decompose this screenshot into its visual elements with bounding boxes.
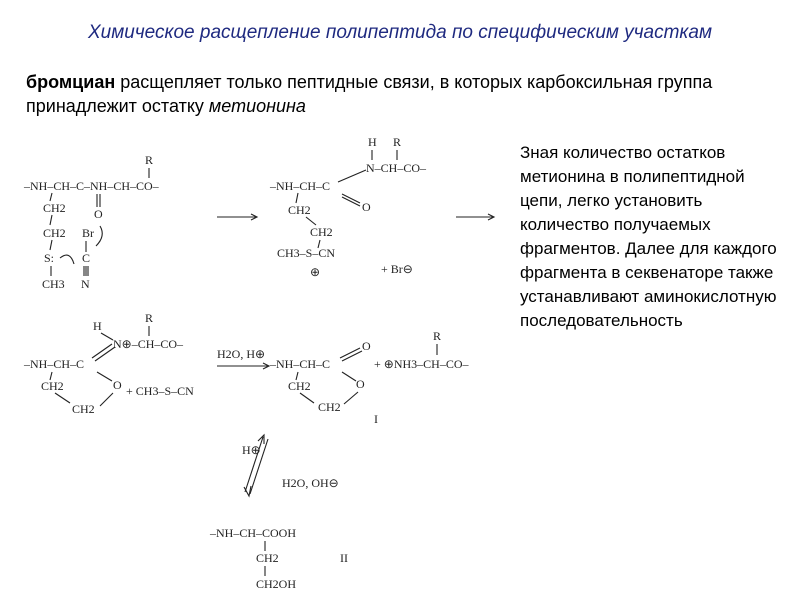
r4-CH2-b: CH2 — [318, 400, 341, 414]
r5-backbone: –NH–CH–COOH — [210, 526, 297, 540]
reactant-methionine-peptide — [23, 153, 160, 291]
r2-plus-charge: ⊕ — [310, 265, 321, 279]
equilibrium-arrows — [242, 435, 339, 496]
r3-byproduct: + CH3–S–CN — [126, 384, 194, 398]
r1-CH2-b: CH2 — [43, 226, 66, 240]
r3-N-plus: N⊕–CH–CO– — [113, 337, 184, 351]
r2-H: H — [368, 135, 377, 149]
r1-backbone: –NH–CH–C–NH–CH–CO– — [24, 179, 159, 193]
r2-CH2-a: CH2 — [288, 203, 311, 217]
r1-C: C — [82, 251, 91, 265]
r5-CH2: CH2 — [256, 551, 279, 565]
r3-CH2-b: CH2 — [72, 402, 95, 416]
r1-Br: Br — [82, 226, 94, 240]
r4-O-ring: O — [356, 377, 365, 391]
r2-sulfonium: CH3–S–CN — [277, 246, 336, 260]
r1-O: O — [94, 207, 103, 221]
r4-R: R — [433, 329, 442, 343]
r1-S: S: — [44, 251, 55, 265]
r1-CH2-a: CH2 — [43, 201, 66, 215]
r1-curly-arrow-1 — [60, 255, 74, 264]
r4-amine: + ⊕NH3–CH–CO– — [374, 357, 469, 371]
eq-top-label: H⊕ — [242, 443, 261, 457]
r2-R: R — [393, 135, 402, 149]
r3-CH2-a: CH2 — [41, 379, 64, 393]
r2-backbone: –NH–CH–C — [270, 179, 331, 193]
r3-backbone: –NH–CH–C — [24, 357, 85, 371]
product-II — [209, 526, 348, 591]
r2-O: O — [362, 200, 371, 214]
r1-CH3: CH3 — [42, 277, 65, 291]
r4-O-top: O — [362, 339, 371, 353]
r2-CH2-b: CH2 — [310, 225, 333, 239]
r5-CH2OH: CH2OH — [256, 577, 297, 591]
r4-backbone: –NH–CH–C — [270, 357, 331, 371]
r4-roman-I: I — [374, 412, 378, 426]
slide-title: Химическое расщепление полипептида по специфическим участкам — [87, 22, 712, 43]
intro-keyword: бромциан — [26, 72, 116, 92]
iminolactone-intermediate — [23, 311, 194, 416]
intro-text: расщепляет только пептидные связи, в которых карбоксильная группа принадлежит остатку — [26, 72, 713, 116]
r3-O: O — [113, 378, 122, 392]
r4-CH2-a: CH2 — [288, 379, 311, 393]
side-note: Зная количество остатков метионина в полипептидной цепи, легко установить количество получаемых фрагментов. Далее для каждого фрагмента в секвенаторе также устанавливают аминокислотную последовательность — [520, 143, 777, 330]
eq-bottom-label: H2O, OH⊖ — [282, 476, 339, 490]
r5-roman-II: II — [340, 551, 348, 565]
r2-bromide: + Br⊖ — [381, 262, 413, 276]
r1-N: N — [81, 277, 90, 291]
r3-H: H — [93, 319, 102, 333]
arrow-3-label: H2O, H⊕ — [217, 347, 266, 361]
r1-R: R — [145, 153, 154, 167]
sulfonium-intermediate — [269, 135, 427, 279]
intro-emphasis: метионина — [208, 96, 306, 116]
product-I — [269, 329, 469, 426]
r3-R: R — [145, 311, 154, 325]
r2-N-chain: N–CH–CO– — [366, 161, 427, 175]
r1-curly-arrow-2 — [96, 226, 102, 246]
